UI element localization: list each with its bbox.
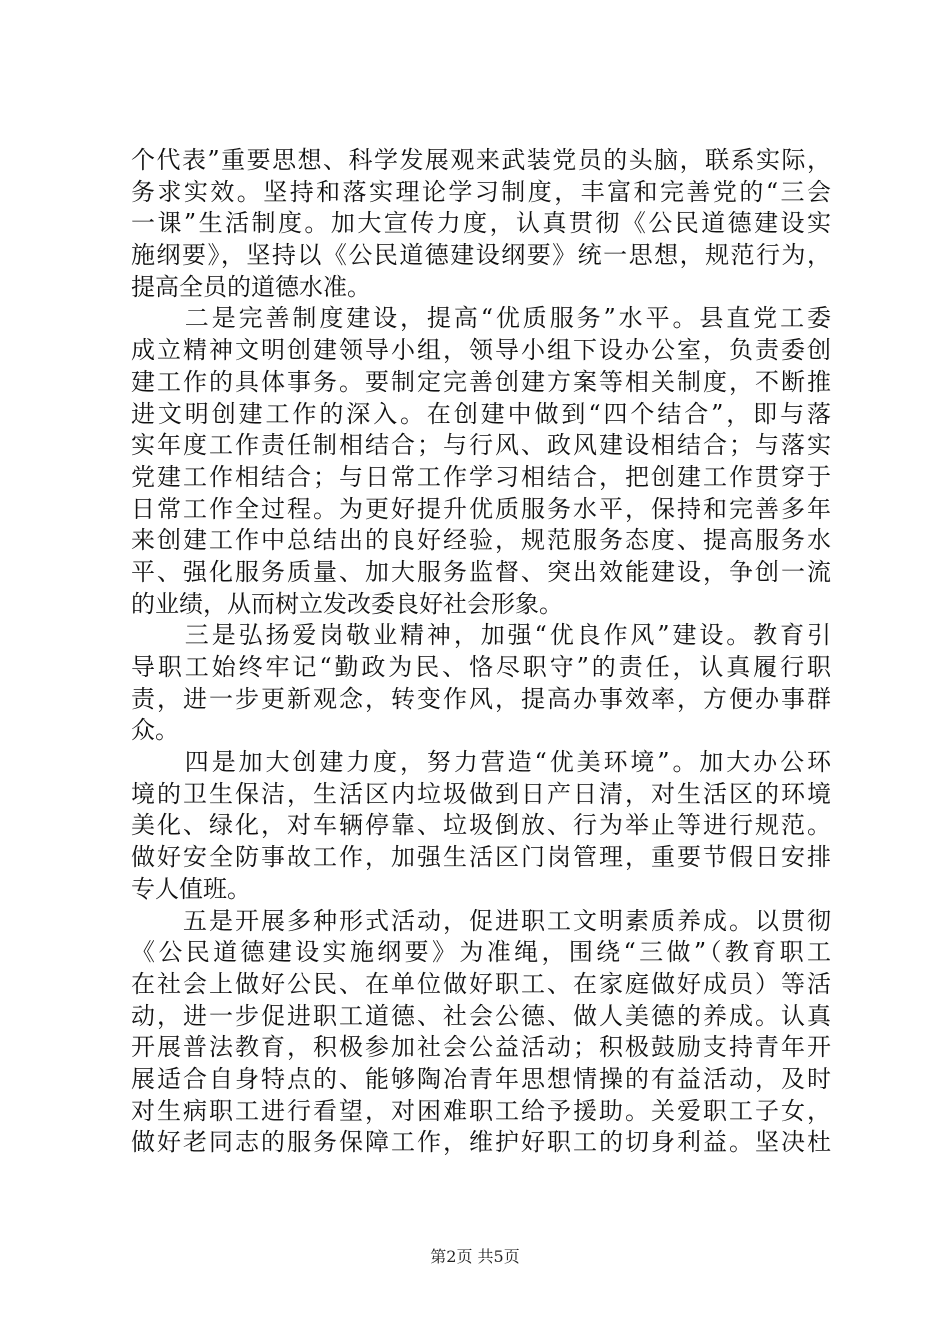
text-line: 提高全员的道德水准。 (131, 272, 371, 301)
text-line: 个代表”重要思想、科学发展观来武装党员的头脑，联系实际， (131, 146, 831, 174)
text-line: 境的卫生保洁，生活区内垃圾做到日产日清，对生活区的环境 (131, 779, 831, 808)
text-line: 平、强化服务质量、加大服务监督、突出效能建设，争创一流 (131, 557, 831, 586)
text-line: 众。 (131, 716, 179, 745)
text-line: 党建工作相结合；与日常工作学习相结合，把创建工作贯穿于 (131, 462, 831, 491)
text-line: 开展普法教育，积极参加社会公益活动；积极鼓励支持青年开 (131, 1033, 831, 1062)
text-line: 的业绩，从而树立发改委良好社会形象。 (131, 589, 563, 618)
text-line: 动，进一步促进职工道德、社会公德、做人美德的养成。认真 (131, 1001, 831, 1030)
text-line: 在社会上做好公民、在单位做好职工、在家庭做好成员）等活 (131, 969, 831, 998)
text-line: 来创建工作中总结出的良好经验，规范服务态度、提高服务水 (131, 526, 831, 555)
text-line: 务求实效。坚持和落实理论学习制度，丰富和完善党的“三会 (131, 177, 831, 206)
page-footer: 第2页 共5页 (430, 1247, 520, 1266)
text-line: 建工作的具体事务。要制定完善创建方案等相关制度，不断推 (131, 367, 831, 396)
text-line: 一课”生活制度。加大宣传力度，认真贯彻《公民道德建设实 (131, 209, 831, 238)
text-line: 做好老同志的服务保障工作，维护好职工的切身利益。坚决杜 (131, 1128, 831, 1157)
document-body (131, 145, 831, 1159)
text-line: 专人值班。 (131, 874, 251, 903)
text-line: 三是弘扬爱岗敬业精神，加强“优良作风”建设。教育引 (131, 621, 831, 650)
text-line: 实年度工作责任制相结合；与行风、政风建设相结合；与落实 (131, 431, 831, 460)
text-line: 施纲要》，坚持以《公民道德建设纲要》统一思想，规范行为， (131, 241, 831, 270)
text-line: 二是完善制度建设，提高“优质服务”水平。县直党工委 (131, 304, 831, 333)
text-line: 五是开展多种形式活动，促进职工文明素质养成。以贯彻 (131, 906, 831, 935)
text-line: 对生病职工进行看望，对困难职工给予援助。关爱职工子女， (131, 1096, 831, 1125)
text-line: 进文明创建工作的深入。在创建中做到“四个结合”，即与落 (131, 399, 831, 428)
text-line: 日常工作全过程。为更好提升优质服务水平，保持和完善多年 (131, 494, 831, 523)
text-line: 责，进一步更新观念，转变作风，提高办事效率，方便办事群 (131, 684, 831, 713)
text-line: 导职工始终牢记“勤政为民、恪尽职守”的责任，认真履行职 (131, 653, 831, 681)
text-line: 成立精神文明创建领导小组，领导小组下设办公室，负责委创 (131, 336, 831, 365)
text-line: 美化、绿化，对车辆停靠、垃圾倒放、行为举止等进行规范。 (131, 811, 831, 840)
text-line: 四是加大创建力度，努力营造“优美环境”。加大办公环 (131, 748, 831, 777)
text-line: 《公民道德建设实施纲要》为准绳，围绕“三做”（教育职工 (131, 938, 831, 967)
text-line: 做好安全防事故工作，加强生活区门岗管理，重要节假日安排 (131, 843, 831, 872)
text-line: 展适合自身特点的、能够陶冶青年思想情操的有益活动，及时 (131, 1064, 831, 1093)
